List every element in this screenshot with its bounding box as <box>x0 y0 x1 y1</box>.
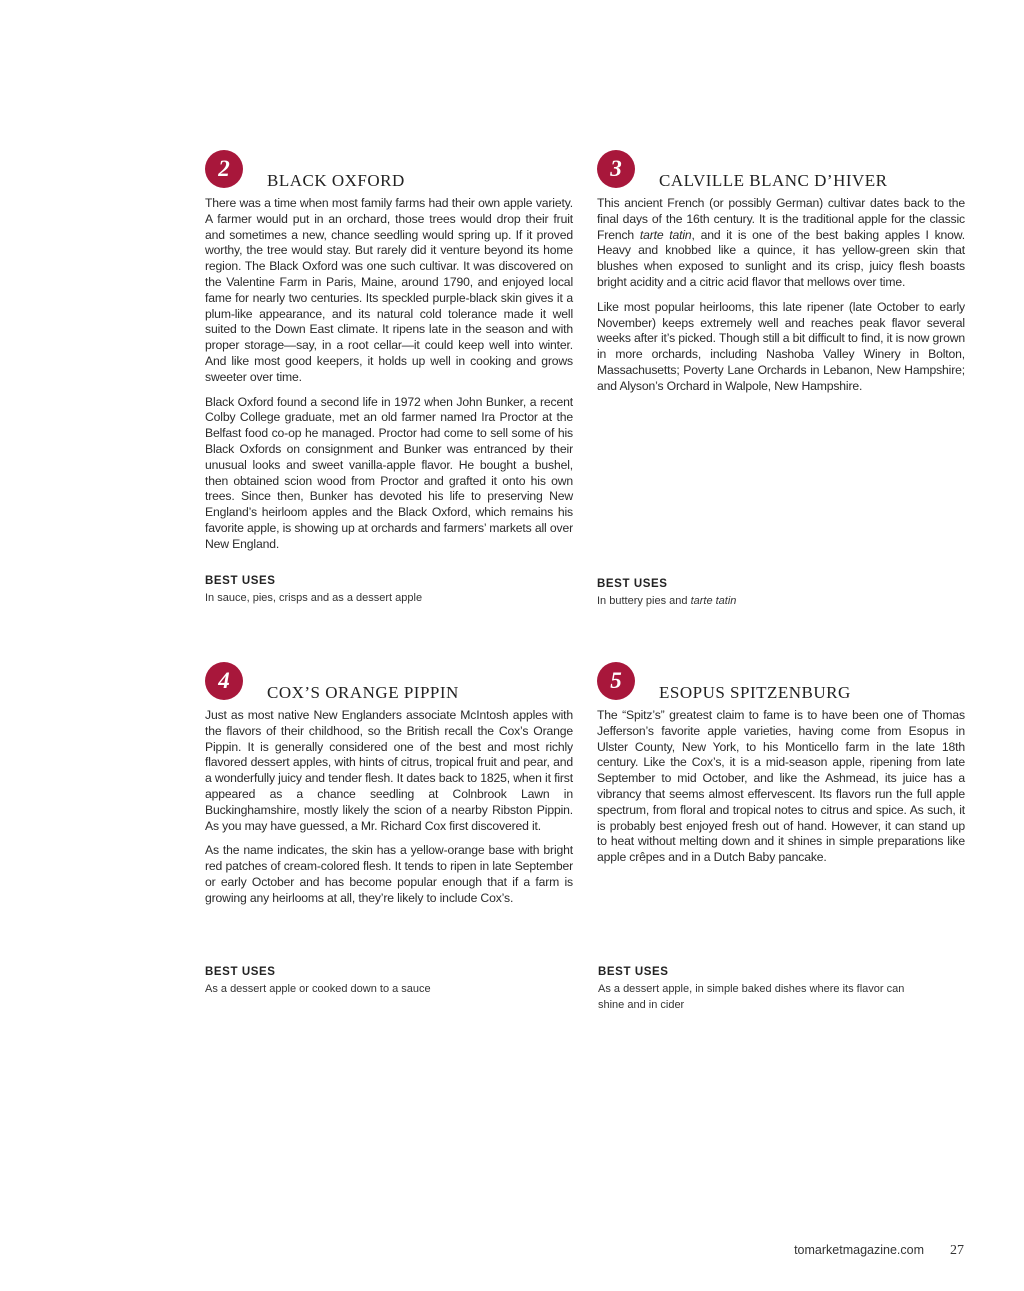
entry-body <box>597 196 965 395</box>
paragraph <box>597 196 965 291</box>
best-uses-heading: BEST USES <box>598 966 669 978</box>
entry-title: CALVILLE BLANC D’HIVER <box>659 171 888 190</box>
best-uses-text: In sauce, pies, crisps and as a dessert apple <box>205 592 423 604</box>
best-uses-text: As a dessert apple, in simple baked dishes where its flavor can shine and in cider <box>598 983 905 1011</box>
best-uses-heading: BEST USES <box>205 966 276 978</box>
entry-body <box>205 196 573 553</box>
paragraph: As the name indicates, the skin has a yellow-orange base with bright red patches of cream-colored flesh. It tends to ripen in late September or early October and has become popular enough that if a farm is growing any heirlooms at all, they’re likely to include Cox’s. <box>205 843 573 905</box>
best-uses-coxs-orange-pippin <box>205 966 573 997</box>
page-number: 27 <box>950 1243 964 1258</box>
best-uses-heading: BEST USES <box>205 575 276 587</box>
footer-site: tomarketmagazine.com <box>794 1243 924 1257</box>
entry-black-oxford <box>205 150 573 562</box>
paragraph: There was a time when most family farms had their own apple variety. A farmer would put in an orchard, those trees would drop their fruit and sometimes a new, chance seedling would spring up. If it proved worthy, the tree would stay. But rarely did it venture beyond its home region. The Black Oxford was one such cultivar. It was discovered on the Valentine Farm in Paris, Maine, around 1790, and enjoyed local fame for nearly two centuries. Its speckled purple-black skin gives it a plum-like appearance, and its natural cold tolerance made it well suited to the Down East climate. It ripens late in the season and with proper storage—say, in a root cellar—it could keep well into winter. And like most good keepers, it holds up well in cooking and grows sweeter over time. <box>205 196 573 384</box>
entry-esopus-spitzenburg <box>597 662 965 875</box>
paragraph: Black Oxford found a second life in 1972 when John Bunker, a recent Colby College graduate, met an old farmer named Ira Proctor at the Belfast food co-op he managed. Proctor had come to sell some of his Black Oxfords on consignment and Bunker was entranced by their unusual looks and sweet vanilla-apple flavor. He bought a bushel, then obtained scion wood from Proctor and grafted it onto his own trees. Since then, Bunker has devoted his life to preserving New England’s heirloom apples and the Black Oxford, which remains his favorite apple, is showing up at orchards and farmers’ markets all over New England. <box>205 394 573 551</box>
paragraph: Like most popular heirlooms, this late ripener (late October to early November) keeps extremely well and reaches peak flavor several weeks after it’s picked. Though still a bit difficult to find, it is now grown in more orchards, including Nashoba Valley Winery in Bolton, Massachusetts; Poverty Lane Orchards in Lebanon, New Hampshire; and Alyson’s Orchard in Walpole, New Hampshire. <box>597 299 965 393</box>
paragraph-text: , and it is one of the best baking apples I know. Heavy and knobbed like a quince, it has yellow-green skin that blushes when exposed to sunlight and its crisp, juicy flesh boasts bright acidity and a citric acid flavor that mellows over time. <box>597 227 965 289</box>
entry-number-badge: 3 <box>597 150 635 188</box>
entry-calville-blanc <box>597 150 965 404</box>
paragraph-emphasis: tarte tatin <box>639 227 692 242</box>
best-uses-black-oxford <box>205 575 573 606</box>
entry-title: BLACK OXFORD <box>267 171 405 190</box>
paragraph-text: This ancient French (or possibly German) cultivar dates back to the final days of the 16th century. It is the traditional apple for the classic French <box>597 196 965 242</box>
best-uses-plain: In buttery pies and <box>597 595 691 607</box>
entry-header <box>597 150 965 196</box>
entry-number-badge: 4 <box>205 662 243 700</box>
entry-number-badge: 5 <box>597 662 635 700</box>
paragraph: The “Spitz’s” greatest claim to fame is to have been one of Thomas Jefferson’s favorite apple varieties, having come from Esopus in Ulster County, New York, to his Monticello farm in the late 18th century. Like the Cox’s, it is a mid-season apple, ripening from late September to mid October, and like the Ashmead, its juice has a vibrancy that seems almost effervescent. Its flavors run the full apple spectrum, from floral and tropical notes to citrus and spice. As such, it is probably best enjoyed fresh out of hand. However, it can stand up to heat without melting down and it shines in simple preparations like apple crêpes and in a Dutch Baby pancake. <box>597 708 965 865</box>
best-uses-emphasis: tarte tatin <box>690 595 737 607</box>
entry-header <box>205 150 573 196</box>
entry-header <box>205 662 573 708</box>
best-uses-heading: BEST USES <box>597 578 668 590</box>
entry-title: COX’S ORANGE PIPPIN <box>267 683 459 702</box>
best-uses-text <box>597 593 917 609</box>
paragraph: Just as most native New Englanders associate McIntosh apples with the flavors of their childhood, so the British recall the Cox’s Orange Pippin. It is generally considered one of the best and most richly flavored dessert apples, with hints of citrus, tropical fruit and pear, and a wonderfully juicy and tender flesh. It dates back to 1825, when it first appeared as a chance seedling at Colnbrook Lawn in Buckinghamshire, mostly likely the scion of a nearby Ribston Pippin. As you may have guessed, a Mr. Richard Cox first discovered it. <box>205 708 573 833</box>
entry-header <box>597 662 965 708</box>
entry-body <box>597 708 965 866</box>
entry-coxs-orange-pippin <box>205 662 573 916</box>
best-uses-text: As a dessert apple or cooked down to a sauce <box>205 983 431 995</box>
page-footer <box>794 1243 964 1259</box>
best-uses-esopus-spitzenburg <box>598 966 966 1013</box>
entry-body <box>205 708 573 907</box>
entry-number-badge: 2 <box>205 150 243 188</box>
best-uses-calville-blanc <box>597 578 965 609</box>
entry-title: ESOPUS SPITZENBURG <box>659 683 851 702</box>
